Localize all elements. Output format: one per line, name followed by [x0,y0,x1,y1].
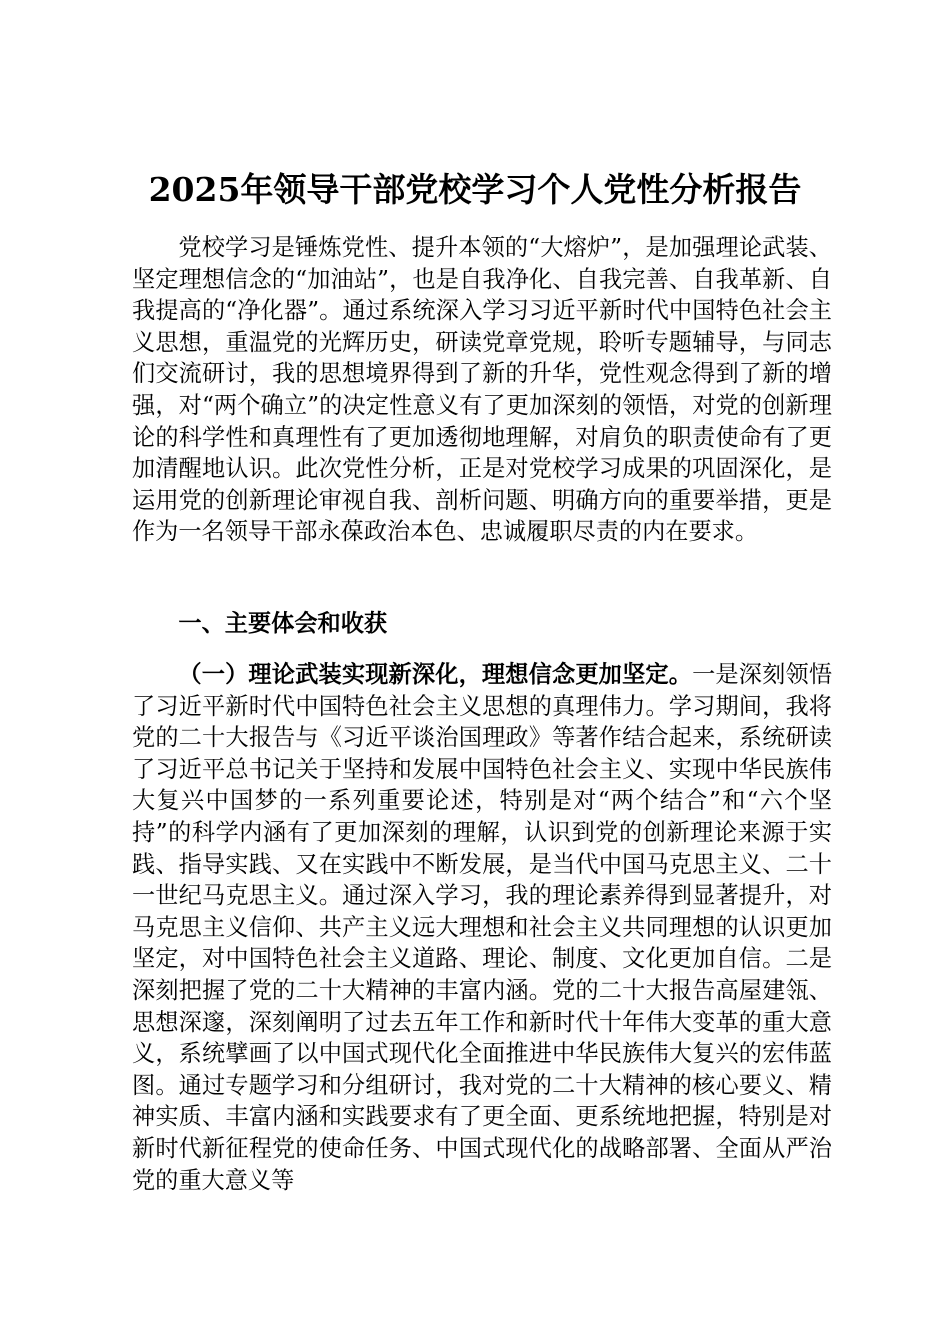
section-heading-1: 一、主要体会和收获 [178,610,388,637]
document-title: 2025年领导干部党校学习个人党性分析报告 [148,170,802,209]
subsection-1-heading: （一）理论武装实现新深化，理想信念更加坚定。 [178,661,693,688]
intro-paragraph: 党校学习是锤炼党性、提升本领的“大熔炉”，是加强理论武装、坚定理想信念的“加油站”，也是自我净化、自我完善、自我革新、自我提高的“净化器”。通过系统深入学习习近平新时代中国特色社会主义思想，重温党的光辉历史，研读党章党规，聆听专题辅导，与同志们交流研讨，我的思想境界得到了新的升华，党性观念得到了新的增强，对“两个确立”的决定性意义有了更加深刻的领悟，对党的创新理论的科学性和真理性有了更加透彻地理解，对肩负的职责使命有了更加清醒地认识。此次党性分析，正是对党校学习成果的巩固深化，是运用党的创新理论审视自我、剖析问题、明确方向的重要举措，更是作为一名领导干部永葆政治本色、忠诚履职尽责的内在要求。 [132,234,832,546]
subsection-1-paragraph [132,659,832,1196]
subsection-1-body: 一是深刻领悟了习近平新时代中国特色社会主义思想的真理伟力。学习期间，我将党的二十大报告与《习近平谈治国理政》等著作结合起来，系统研读了习近平总书记关于坚持和发展中国特色社会主义、实现中华民族伟大复兴中国梦的一系列重要论述，特别是对“两个结合”和“六个坚持”的科学内涵有了更加深刻的理解，认识到党的创新理论来源于实践、指导实践、又在实践中不断发展，是当代中国马克思主义、二十一世纪马克思主义。通过深入学习，我的理论素养得到显著提升，对马克思主义信仰、共产主义远大理想和社会主义共同理想的认识更加坚定，对中国特色社会主义道路、理论、制度、文化更加自信。二是深刻把握了党的二十大精神的丰富内涵。党的二十大报告高屋建瓴、思想深邃，深刻阐明了过去五年工作和新时代十年伟大变革的重大意义，系统擘画了以中国式现代化全面推进中华民族伟大复兴的宏伟蓝图。通过专题学习和分组研讨，我对党的二十大精神的核心要义、精神实质、丰富内涵和实践要求有了更全面、更系统地把握，特别是对新时代新征程党的使命任务、中国式现代化的战略部署、全面从严治党的重大意义等 [132,661,833,1194]
